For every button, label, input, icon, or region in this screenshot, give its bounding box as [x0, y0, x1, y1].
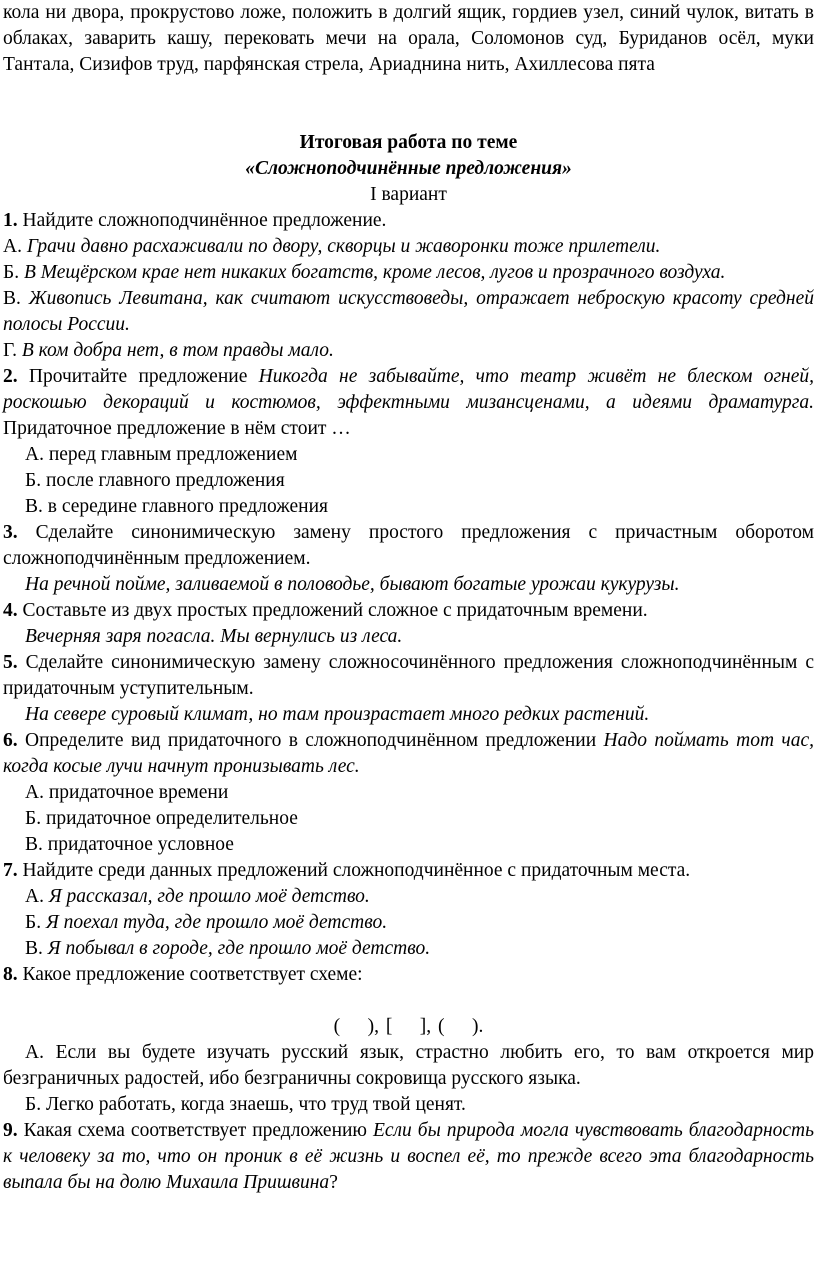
q2-option-b: Б. после главного предложения [25, 470, 285, 491]
test-subtitle: «Сложноподчинённые предложения» [245, 158, 572, 179]
question-2: 2. Прочитайте предложение Никогда не забывайте, что театр живёт не блеском огней, роскошью декораций и костюмов, эффектными мизансценами, а идеями драматурга. Придаточное предложение в нём стоит … [3, 366, 815, 439]
q1-option-b: Б. В Мещёрском крае нет никаких богатств, кроме лесов, лугов и прозрачного воздуха. [3, 262, 726, 283]
question-5: 5. Сделайте синонимическую замену сложносочинённого предложения сложноподчинённым с придаточным уступительным. [3, 652, 814, 699]
q7-option-c: В. Я побывал в городе, где прошло моё детство. [25, 938, 431, 959]
question-8: 8. Какое предложение соответствует схеме: [3, 964, 363, 985]
q4-sentence: Вечерняя заря погасла. Мы вернулись из леса. [25, 626, 403, 647]
test-title: Итоговая работа по теме [299, 132, 518, 153]
intro-paragraph: кола ни двора, прокрустово ложе, положить в долгий ящик, гордиев узел, синий чулок, витать в облаках, заварить кашу, перековать мечи на орала, Соломонов суд, Буриданов осёл, муки Тантала, Сизифов труд, парфянская стрела, Ариаднина нить, Ахиллесова пята [3, 2, 814, 75]
spacer [3, 104, 814, 130]
q3-sentence: На речной пойме, заливаемой в половодье, бывают богатые урожаи кукурузы. [25, 574, 680, 595]
question-number: 1. [3, 210, 18, 231]
question-3: 3. Сделайте синонимическую замену простого предложения с причастным оборотом сложноподчинённым предложением. [3, 522, 814, 569]
q7-option-a: А. Я рассказал, где прошло моё детство. [25, 886, 370, 907]
question-text: Найдите сложноподчинённое предложение. [17, 210, 387, 231]
question-1 [3, 208, 814, 234]
q2-option-a: А. перед главным предложением [25, 444, 298, 465]
question-4: 4. Составьте из двух простых предложений сложное с придаточным времени. [3, 600, 648, 621]
q8-option-b: Б. Легко работать, когда знаешь, что труд твой ценят. [25, 1094, 466, 1115]
q8-option-a: А. Если вы будете изучать русский язык, страстно любить его, то вам откроется мир безграничных радостей, ибо безграничны сокровища русского языка. [3, 1042, 814, 1089]
question-9: 9. Какая схема соответствует предложению Если бы природа могла чувствовать благодарность к человеку за то, что он проник в её жизнь и воспел её, то прежде всего эта благодарность выпала бы на долю Михаила Пришвина? [3, 1120, 815, 1193]
spacer [3, 988, 814, 1014]
spacer [3, 78, 814, 104]
q2-option-c: В. в середине главного предложения [25, 496, 328, 517]
q8-schema: ( ), [ ], ( ). [333, 1016, 484, 1037]
q7-option-b: Б. Я поехал туда, где прошло моё детство. [25, 912, 388, 933]
q6-option-a: А. придаточное времени [25, 782, 229, 803]
q5-sentence: На севере суровый климат, но там произрастает много редких растений. [25, 704, 650, 725]
test-variant: I вариант [370, 184, 447, 205]
q1-option-a: А. Грачи давно расхаживали по двору, скворцы и жаворонки тоже прилетели. [3, 236, 661, 257]
question-7: 7. Найдите среди данных предложений сложноподчинённое с придаточным места. [3, 860, 691, 881]
q6-option-b: Б. придаточное определительное [25, 808, 298, 829]
q1-option-c: В. Живопись Левитана, как считают искусствоведы, отражает неброскую красоту средней полосы России. [3, 288, 814, 335]
question-6: 6. Определите вид придаточного в сложноподчинённом предложении Надо поймать тот час, когда косые лучи начнут пронизывать лес. [3, 730, 814, 777]
q6-option-c: В. придаточное условное [25, 834, 234, 855]
q1-option-d: Г. В ком добра нет, в том правды мало. [3, 340, 334, 361]
